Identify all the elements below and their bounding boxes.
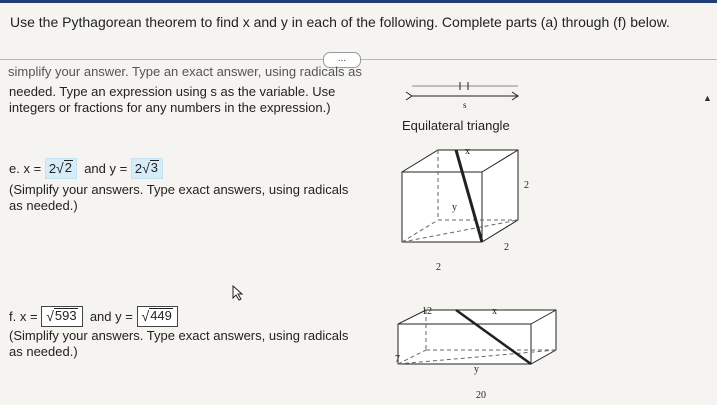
top-bar [0, 0, 717, 3]
part-d-note-line2: integers or fractions for any numbers in the expression.) [9, 100, 331, 115]
box-y-label: y [474, 364, 479, 375]
box-height-label: 12 [422, 306, 432, 317]
part-e-label: e. [9, 161, 20, 176]
part-e-answer-row [9, 158, 163, 179]
question-instructions: Use the Pythagorean theorem to find x and y in each of the following. Complete parts (a) through (f) below. [10, 14, 670, 30]
cube-bottom-label: 2 [436, 262, 441, 273]
box-length-label: 20 [476, 390, 486, 401]
part-f-label: f. [9, 309, 17, 324]
cube-y-label: y [452, 202, 457, 213]
box-depth-label: 7 [395, 354, 400, 365]
triangle-side-label: s [463, 100, 467, 110]
box-x-label: x [492, 306, 497, 317]
part-f-and: and [89, 309, 112, 324]
part-e-x-prefix: x = [23, 161, 42, 176]
part-e-note-line1: (Simplify your answers. Type exact answers, using radicals [9, 182, 349, 197]
part-f-note-line1: (Simplify your answers. Type exact answers, using radicals [9, 328, 349, 343]
part-e-note-line2: as needed.) [9, 198, 78, 213]
more-options-button[interactable]: ... [323, 52, 361, 68]
part-e-y-prefix: y = [109, 161, 128, 176]
mouse-cursor-icon [232, 285, 244, 301]
part-f-y-prefix: y = [115, 309, 133, 324]
triangle-caption: Equilateral triangle [402, 118, 510, 133]
part-f-x-answer[interactable]: √ 593 [41, 306, 82, 327]
part-e-y-answer[interactable]: 2 √ 3 [131, 158, 163, 179]
cube-base-label: 2 [504, 242, 509, 253]
part-e-x-answer[interactable]: 2 √ 2 [45, 158, 77, 179]
part-f-answer-row [9, 306, 178, 327]
left-arrow [406, 92, 412, 100]
caret-up-icon[interactable]: ▲ [703, 93, 712, 103]
cutoff-text: simplify your answer. Type an exact answer, using radicals as [8, 64, 362, 79]
box-figure [396, 300, 566, 404]
triangle-side-figure [400, 74, 530, 114]
part-e-and: and [84, 161, 106, 176]
part-f-y-answer[interactable]: √ 449 [137, 306, 178, 327]
cube-side-label: 2 [524, 180, 529, 191]
part-d-note-line1: needed. Type an expression using s as the variable. Use [9, 84, 336, 99]
part-f-x-prefix: x = [19, 309, 38, 324]
part-f-note-line2: as needed.) [9, 344, 78, 359]
cube-figure [398, 140, 548, 275]
cube-x-label: x [465, 146, 470, 157]
